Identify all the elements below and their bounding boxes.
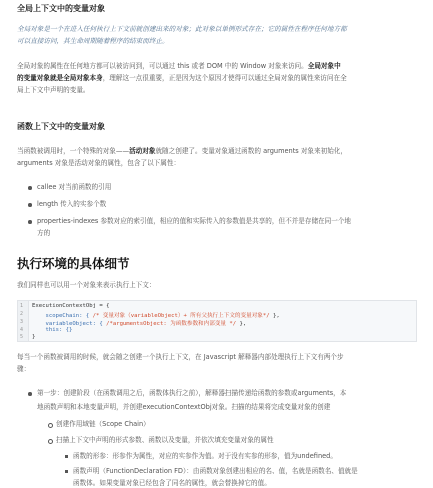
list-item-text: 创建作用域链（Scope Chain） xyxy=(56,420,150,428)
line-number: 1 xyxy=(20,303,24,309)
paragraph-global-line-1 xyxy=(17,61,341,72)
list-item-text: 函数的形参：形参作为属性，对应的实参作为值。对于没有实参的形参，值为undefined。 xyxy=(73,452,337,460)
list-item-text: 函数声明（FunctionDeclaration FD）：由函数对象创建出相应的名、值，名就是函数名、值就是 xyxy=(73,467,358,475)
paragraph-function-line-2: arguments 对象是活动对象的属性，包含了以下属性： xyxy=(17,159,181,167)
list-item-text: 方的 xyxy=(37,229,51,237)
list-item-continuation xyxy=(65,478,423,488)
arguments-property-list xyxy=(28,182,418,240)
code-line: } xyxy=(32,334,36,340)
list-item-text: callee 对当前函数的引用 xyxy=(37,183,112,191)
steps-list xyxy=(28,388,423,414)
bold-text: 的变量对象就是全局对象本身 xyxy=(17,74,103,82)
text: ，理解这一点很重要，正是因为这个原因才使得可以通过全局对象的属性来访问在全 xyxy=(102,74,347,82)
list-item-text: 地函数声明和本地变量声明，并创建executionContextObj对象。扫描的结果将完成变量对象的创建 xyxy=(37,403,331,411)
list-item xyxy=(65,466,423,478)
bullet-icon xyxy=(28,392,32,396)
paragraph-function-line-1 xyxy=(17,146,347,157)
code-line: this: {} xyxy=(32,327,73,333)
sub-sub-steps-list xyxy=(65,451,423,488)
line-number: 4 xyxy=(20,327,24,333)
circle-bullet-icon xyxy=(48,423,53,428)
code-comment: /*argumentsObject: 为函数参数和内部变量 */ xyxy=(106,321,237,327)
paragraph-steps-intro-line-2: 骤： xyxy=(17,365,31,373)
code-punct: }, xyxy=(269,313,280,319)
list-item-text: length 传入的实参个数 xyxy=(37,200,107,208)
list-item xyxy=(28,216,418,228)
code-key: variableObject: { xyxy=(32,321,107,327)
paragraph-global-line-3: 局上下文中声明的变量。 xyxy=(17,86,90,94)
line-number: 2 xyxy=(20,311,24,317)
text: 就随之创建了。变量对象通过函数的 arguments 对象来初始化， xyxy=(155,147,347,155)
list-item-text: 第一步：创建阶段（在函数调用之后，函数体执行之前），解释器扫描传递给函数的参数或arguments，本 xyxy=(37,389,347,397)
code-line xyxy=(32,319,246,327)
bullet-icon xyxy=(28,220,32,224)
list-item xyxy=(28,182,418,194)
list-item xyxy=(48,419,423,431)
list-item xyxy=(28,199,418,211)
list-item-step-1 xyxy=(28,388,423,400)
code-block[interactable] xyxy=(17,300,417,342)
italic-definition-line-1: 全局对象是一个在进入任何执行上下文前就创建出来的对象；此对象以单例形式存在；它的属性在程序任何地方都 xyxy=(17,25,347,33)
heading-global-context-variable-object: 全局上下文中的变量对象 xyxy=(17,4,105,13)
square-bullet-icon xyxy=(65,470,68,473)
code-comment: /* 变量对象（variableObject）+ 所有父执行上下文的变量对象*/ xyxy=(92,313,270,319)
list-item-continuation xyxy=(28,228,418,240)
paragraph-steps-intro-line-1: 每当一个函数被调用的时候，就会随之创建一个执行上下文，在 Javascript 解释器内部处理执行上下文有两个步 xyxy=(17,353,344,361)
square-bullet-icon xyxy=(65,455,68,458)
heading-function-context-variable-object: 函数上下文中的变量对象 xyxy=(17,122,105,131)
list-item-text: 扫描上下文中声明的形式参数、函数以及变量，并依次填充变量对象的属性 xyxy=(56,436,274,444)
line-number: 5 xyxy=(20,334,24,340)
bold-text: 活动对象 xyxy=(129,147,156,155)
text: 当函数被调用时，一个特殊的对象—— xyxy=(17,147,130,155)
list-item-step-1-continuation xyxy=(28,402,423,414)
text: 全局对象的属性在任何地方都可以被访问到，可以通过 this 或者 DOM 中的 Window 对象来访问。 xyxy=(17,62,308,70)
bold-text: 全局对象中 xyxy=(307,62,341,70)
sub-steps-list xyxy=(48,419,423,447)
paragraph-code-intro: 我们同样也可以用一个对象来表示执行上下文： xyxy=(17,281,156,289)
bullet-icon xyxy=(28,203,32,207)
list-item-text: 函数体。如果变量对象已经包含了同名的属性，就会替换掉它的值。 xyxy=(73,479,271,487)
paragraph-global-line-2 xyxy=(17,73,347,84)
list-item xyxy=(65,451,423,463)
code-line xyxy=(32,311,280,319)
code-punct: }, xyxy=(236,321,247,327)
circle-bullet-icon xyxy=(48,439,53,444)
heading-execution-context-details: 执行环境的具体细节 xyxy=(17,256,130,271)
list-item xyxy=(48,435,423,447)
bullet-icon xyxy=(28,186,32,190)
code-key: scopeChain: { xyxy=(32,313,93,319)
italic-definition-line-2: 可以直接访问，其生命周期随着程序的结束而终止。 xyxy=(17,37,169,45)
line-number: 3 xyxy=(20,319,24,325)
code-line: ExecutionContextObj = { xyxy=(32,303,110,309)
list-item-text: properties-indexes 参数对应的索引值，相应的值和实际传入的参数值是共享的，但不并是存储在同一个地 xyxy=(37,217,352,225)
